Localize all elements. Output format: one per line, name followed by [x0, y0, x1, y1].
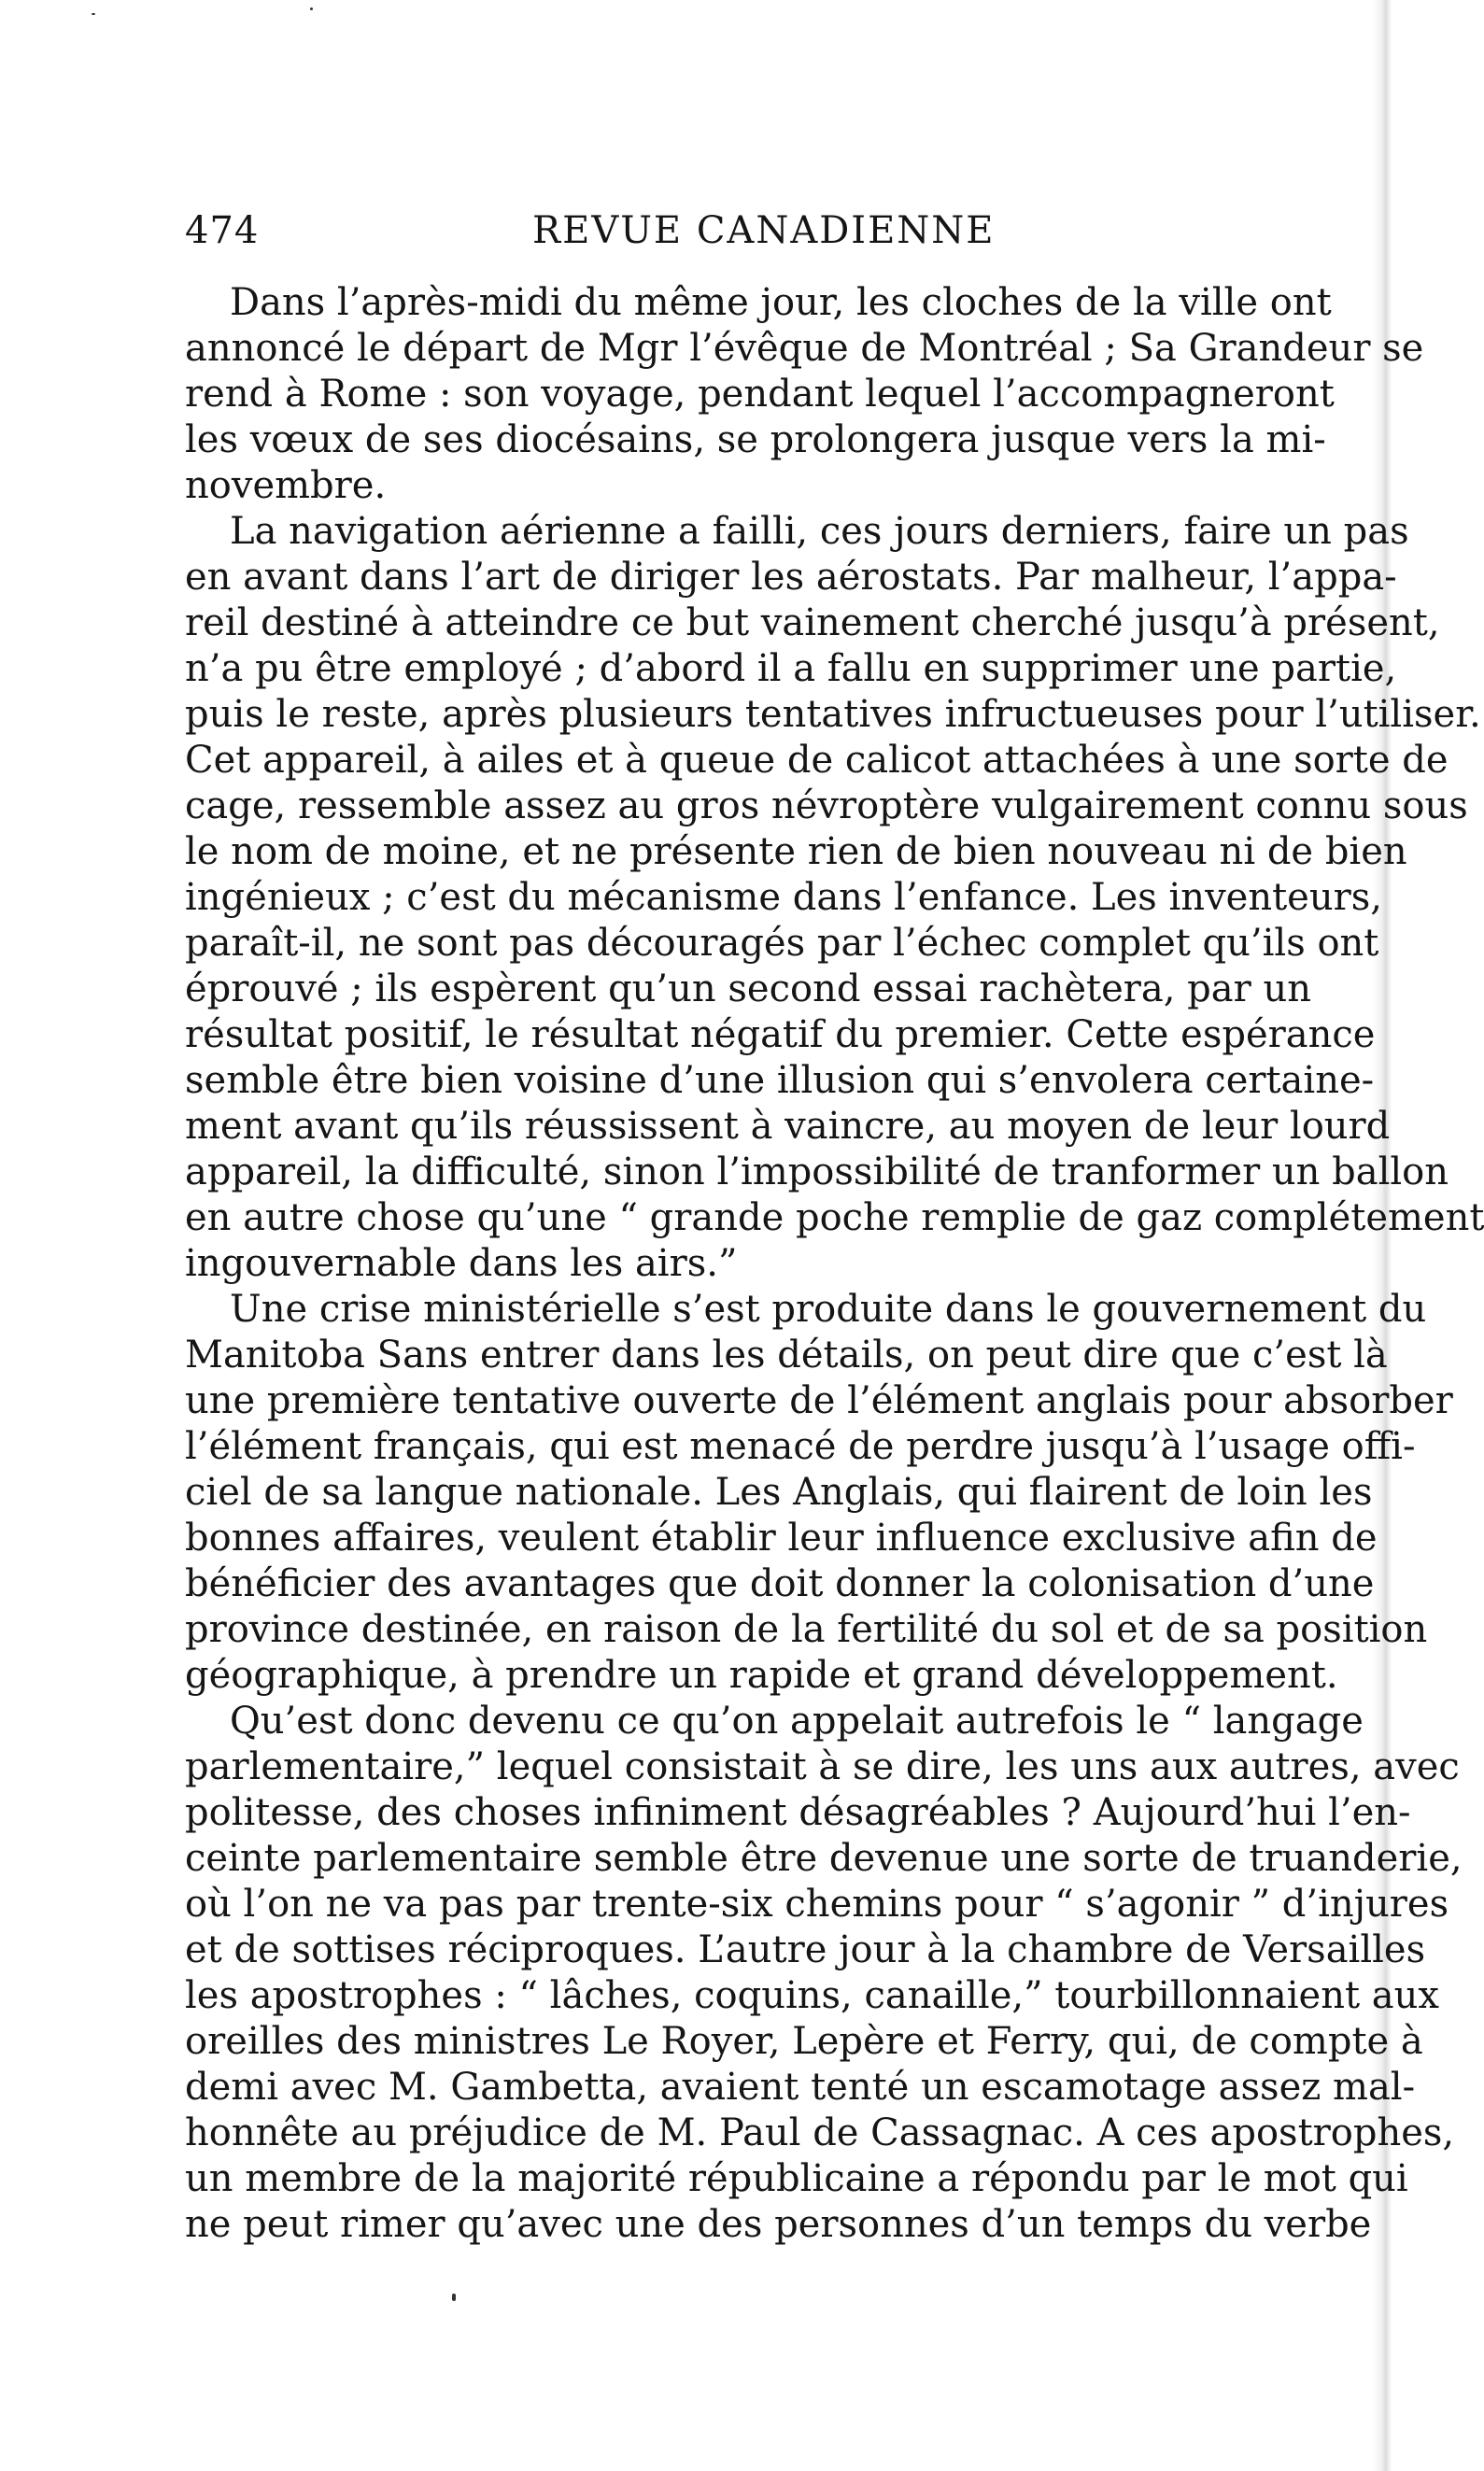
text-line: les apostrophes : “ lâches, coquins, canaille,” tourbillonnaient aux	[185, 1974, 1439, 2017]
text-line: où l’on ne va pas par trente-six chemins pour “ s’agonir ” d’injures	[185, 1883, 1449, 1926]
text-line: géographique, à prendre un rapide et grand développement.	[185, 1654, 1338, 1697]
ink-speck	[92, 13, 95, 15]
text-line: rend à Rome : son voyage, pendant lequel l’accompagneront	[185, 373, 1335, 416]
text-line: reil destiné à atteindre ce but vainement cherché jusqu’à présent,	[185, 601, 1440, 644]
text-line: paraît-il, ne sont pas découragés par l’échec complet qu’ils ont	[185, 922, 1379, 965]
ink-speck	[310, 7, 313, 10]
text-line: éprouvé ; ils espèrent qu’un second essai rachètera, par un	[185, 967, 1311, 1010]
text-line: demi avec M. Gambetta, avaient tenté un escamotage assez mal-	[185, 2066, 1416, 2109]
text-line: en avant dans l’art de diriger les aérostats. Par malheur, l’appa-	[185, 556, 1397, 599]
text-line: novembre.	[185, 464, 387, 507]
text-line: ceinte parlementaire semble être devenue une sorte de truanderie,	[185, 1837, 1463, 1880]
text-line: politesse, des choses infiniment désagréables ? Aujourd’hui l’en-	[185, 1791, 1411, 1834]
running-title: REVUE CANADIENNE	[532, 209, 996, 252]
text-line: honnête au préjudice de M. Paul de Cassagnac. A ces apostrophes,	[185, 2111, 1455, 2154]
text-line: n’a pu être employé ; d’abord il a fallu en supprimer une partie,	[185, 647, 1397, 690]
text-line: ingouvernable dans les airs.”	[185, 1242, 738, 1285]
ink-speck	[452, 2294, 456, 2301]
text-line: ingénieux ; c’est du mécanisme dans l’enfance. Les inventeurs,	[185, 876, 1382, 919]
text-line: province destinée, en raison de la fertilité du sol et de sa position	[185, 1608, 1428, 1651]
text-line: ne peut rimer qu’avec une des personnes d’un temps du verbe	[185, 2203, 1372, 2246]
text-line: Une crise ministérielle s’est produite dans le gouvernement du	[230, 1288, 1427, 1331]
text-line: Manitoba Sans entrer dans les détails, on peut dire que c’est là	[185, 1334, 1388, 1377]
text-line: une première tentative ouverte de l’élément anglais pour absorber	[185, 1379, 1453, 1422]
paragraph	[185, 280, 1424, 509]
paragraph	[185, 1699, 1463, 2248]
text-line: résultat positif, le résultat négatif du premier. Cette espérance	[185, 1013, 1376, 1056]
text-line: Qu’est donc devenu ce qu’on appelait autrefois le “ langage	[230, 1700, 1364, 1743]
text-line: un membre de la majorité républicaine a répondu par le mot qui	[185, 2157, 1408, 2200]
text-line: ciel de sa langue nationale. Les Anglais, qui flairent de loin les	[185, 1471, 1373, 1514]
text-line: cage, ressemble assez au gros névroptère vulgairement connu sous	[185, 784, 1468, 827]
text-line: parlementaire,” lequel consistait à se dire, les uns aux autres, avec	[185, 1745, 1460, 1788]
body-text	[185, 280, 1484, 2248]
text-line: et de sottises réciproques. L’autre jour à la chambre de Versailles	[185, 1928, 1426, 1971]
text-line: le nom de moine, et ne présente rien de bien nouveau ni de bien	[185, 830, 1407, 873]
text-line: Dans l’après-midi du même jour, les cloches de la ville ont	[230, 281, 1332, 324]
text-line: Cet appareil, à ailes et à queue de calicot attachées à une sorte de	[185, 739, 1449, 782]
page-number: 474	[185, 209, 260, 252]
paragraph	[185, 509, 1484, 1287]
text-line: ment avant qu’ils réussissent à vaincre, au moyen de leur lourd	[185, 1105, 1391, 1148]
paragraph	[185, 1287, 1453, 1699]
text-line: semble être bien voisine d’une illusion qui s’envolera certaine-	[185, 1059, 1375, 1102]
text-line: puis le reste, après plusieurs tentatives infructueuses pour l’utiliser.	[185, 693, 1481, 736]
text-line: oreilles des ministres Le Royer, Lepère et Ferry, qui, de compte à	[185, 2020, 1423, 2063]
text-line: La navigation aérienne a failli, ces jours derniers, faire un pas	[230, 510, 1409, 553]
text-line: annoncé le départ de Mgr l’évêque de Montréal ; Sa Grandeur se	[185, 327, 1424, 370]
text-line: bénéficier des avantages que doit donner la colonisation d’une	[185, 1562, 1375, 1605]
text-line: appareil, la difficulté, sinon l’impossibilité de tranformer un ballon	[185, 1151, 1449, 1193]
text-line: les vœux de ses diocésains, se prolongera jusque vers la mi-	[185, 418, 1326, 461]
text-line: bonnes affaires, veulent établir leur influence exclusive afin de	[185, 1517, 1378, 1560]
text-line: en autre chose qu’une “ grande poche remplie de gaz complétement	[185, 1196, 1484, 1239]
page-header	[185, 209, 1306, 261]
text-line: l’élément français, qui est menacé de perdre jusqu’à l’usage offi-	[185, 1425, 1416, 1468]
